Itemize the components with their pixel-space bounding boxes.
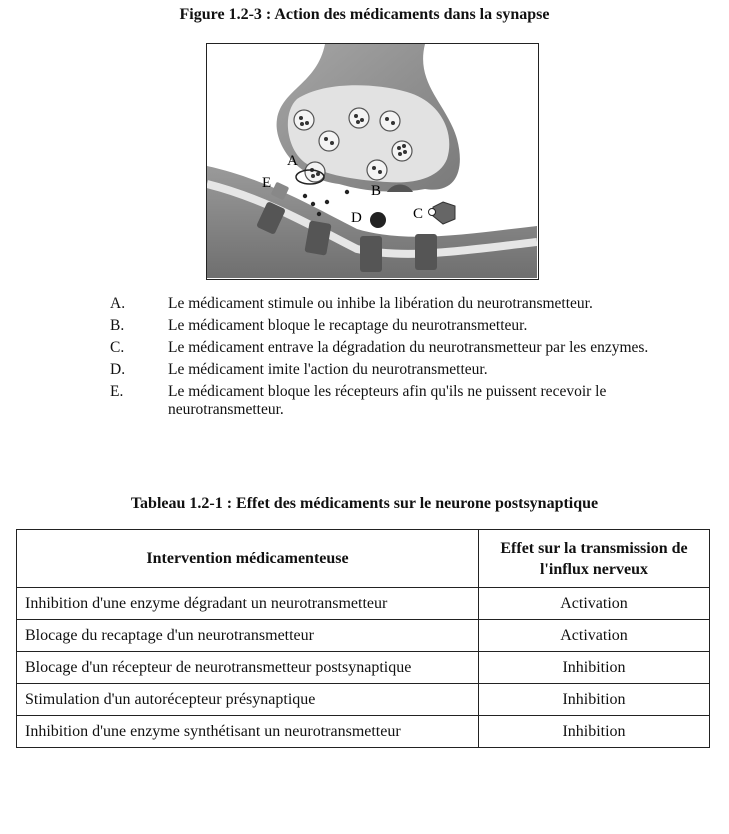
figure-title: Figure 1.2-3 : Action des médicaments dans la synapse [179, 6, 550, 23]
table-row [17, 684, 710, 716]
effect-cell: Inhibition [479, 652, 710, 684]
legend-item-b: B. Le médicament bloque le recaptage du neurotransmetteur. [110, 317, 528, 334]
legend-item-c: C. Le médicament entrave la dégradation du neurotransmetteur par les enzymes. [110, 339, 649, 356]
table-row [17, 652, 710, 684]
effect-cell: Activation [479, 620, 710, 652]
label-b: B [371, 183, 382, 199]
label-a: A [287, 153, 298, 169]
table-row [17, 620, 710, 652]
intervention-cell: Blocage d'un récepteur de neurotransmetteur postsynaptique [17, 652, 479, 684]
table-row [17, 588, 710, 620]
synapse-illustration [206, 43, 539, 280]
column-header-effect: Effet sur la transmission de l'influx nerveux [479, 530, 710, 588]
effect-cell: Activation [479, 588, 710, 620]
drug-effect-table [16, 529, 710, 748]
column-header-intervention: Intervention médicamenteuse [17, 530, 479, 588]
table-header-row [17, 530, 710, 588]
effect-cell: Inhibition [479, 716, 710, 748]
intervention-cell: Inhibition d'une enzyme synthétisant un neurotransmetteur [17, 716, 479, 748]
legend-item-e: E. Le médicament bloque les récepteurs afin qu'ils ne puissent recevoir le neurotransmetteur. [110, 383, 607, 418]
intervention-cell: Blocage du recaptage d'un neurotransmetteur [17, 620, 479, 652]
figure-legend [110, 295, 670, 423]
label-e: E [262, 175, 272, 191]
table-row [17, 716, 710, 748]
legend-item-d: D. Le médicament imite l'action du neurotransmetteur. [110, 361, 488, 378]
label-d: D [351, 210, 362, 226]
intervention-cell: Inhibition d'une enzyme dégradant un neurotransmetteur [17, 588, 479, 620]
legend-item-a: A. Le médicament stimule ou inhibe la libération du neurotransmetteur. [110, 295, 593, 312]
effect-cell: Inhibition [479, 684, 710, 716]
label-c: C [413, 206, 424, 222]
table-title: Tableau 1.2-1 : Effet des médicaments sur le neurone postsynaptique [130, 495, 599, 512]
intervention-cell: Stimulation d'un autorécepteur présynaptique [17, 684, 479, 716]
